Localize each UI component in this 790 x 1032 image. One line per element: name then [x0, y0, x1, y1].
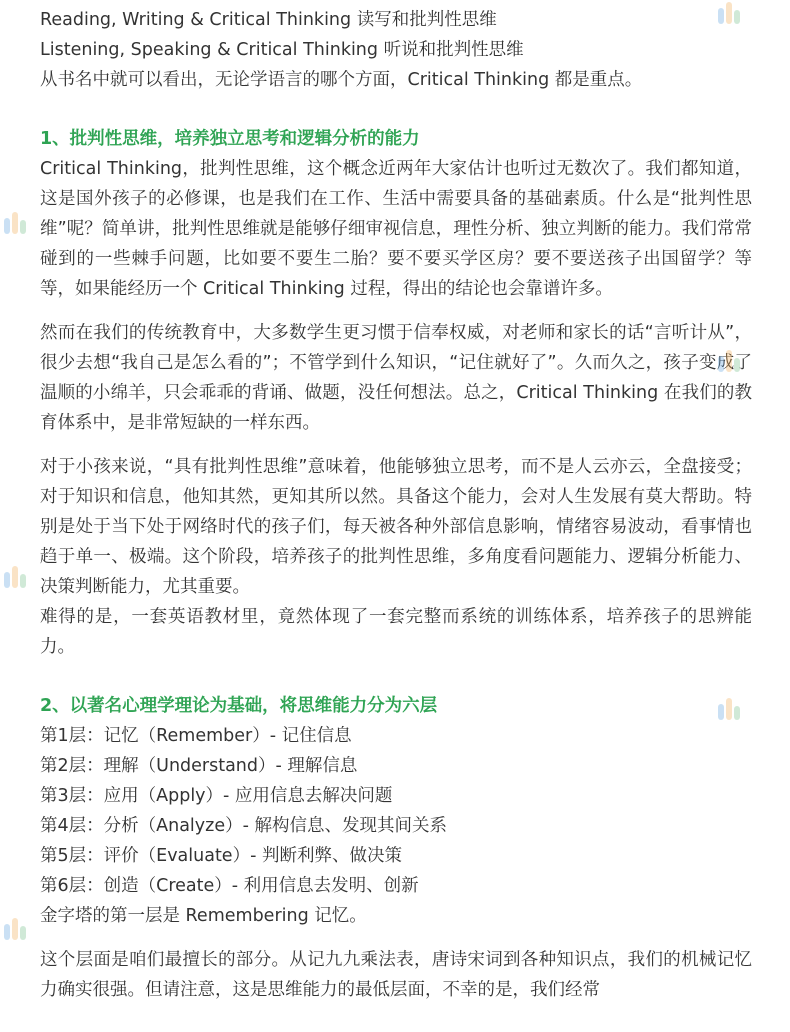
intro-line: Reading, Writing & Critical Thinking 读写和批判性思维: [40, 10, 497, 30]
intro-line: 从书名中就可以看出，无论学语言的哪个方面，Critical Thinking 都是重点。: [40, 70, 643, 90]
section-1-paragraph-2: 然而在我们的传统教育中，大多数学生更习惯于信奉权威，对老师和家长的话“言听计从”，很少去想“我自己是怎么看的”；不管学到什么知识，“记住就好了”。久而久之，孩子变成了温顺的小绵羊，只会乖乖的背诵、做题，没任何想法。总之，Critical Thinking 在我们的教育体系中，是非常短缺的一样东西。: [40, 323, 752, 433]
section-2-heading: 2、以著名心理学理论为基础，将思维能力分为六层: [40, 696, 438, 716]
watermark-logo: [4, 566, 28, 592]
intro-block: [40, 5, 752, 95]
article-body: [40, 5, 752, 1005]
pyramid-note: 金字塔的第一层是 Remembering 记忆。: [40, 906, 367, 926]
watermark-logo: [4, 212, 28, 238]
section-1-paragraph-3: 对于小孩来说，“具有批判性思维”意味着，他能够独立思考，而不是人云亦云，全盘接受；对于知识和信息，他知其然，更知其所以然。具备这个能力，会对人生发展有莫大帮助。特别是处于当下处于网络时代的孩子们，每天被各种外部信息影响，情绪容易波动，看事情也趋于单一、极端。这个阶段，培养孩子的批判性思维，多角度看问题能力、逻辑分析能力、决策判断能力，尤其重要。: [40, 457, 752, 597]
section-1-paragraph-1: Critical Thinking，批判性思维，这个概念近两年大家估计也听过无数次了。我们都知道，这是国外孩子的必修课，也是我们在工作、生活中需要具备的基础素质。什么是“批判性思维”呢？简单讲，批判性思维就是能够仔细审视信息，理性分析、独立判断的能力。我们常常碰到的一些棘手问题，比如要不要生二胎？要不要买学区房？要不要送孩子出国留学？等等，如果能经历一个 Critical Thinking 过程，得出的结论也会靠谱许多。: [40, 159, 752, 299]
section-1-heading: 1、批判性思维，培养独立思考和逻辑分析的能力: [40, 129, 420, 149]
level-item: 第5层：评价（Evaluate）- 判断利弊、做决策: [40, 846, 402, 866]
level-item: 第6层：创造（Create）- 利用信息去发明、创新: [40, 876, 419, 896]
section-2-paragraph: 这个层面是咱们最擅长的部分。从记九九乘法表，唐诗宋词到各种知识点，我们的机械记忆力确实很强。但请注意，这是思维能力的最低层面，不幸的是，我们经常: [40, 950, 752, 1000]
level-item: 第1层：记忆（Remember）- 记住信息: [40, 726, 352, 746]
watermark-logo: [4, 918, 28, 944]
level-item: 第3层：应用（Apply）- 应用信息去解决问题: [40, 786, 393, 806]
intro-line: Listening, Speaking & Critical Thinking 听说和批判性思维: [40, 40, 524, 60]
level-item: 第4层：分析（Analyze）- 解构信息、发现其间关系: [40, 816, 447, 836]
thinking-levels-list: [40, 721, 752, 901]
section-1-paragraph-4: 难得的是，一套英语教材里，竟然体现了一套完整而系统的训练体系，培养孩子的思辨能力。: [40, 607, 752, 657]
level-item: 第2层：理解（Understand）- 理解信息: [40, 756, 358, 776]
